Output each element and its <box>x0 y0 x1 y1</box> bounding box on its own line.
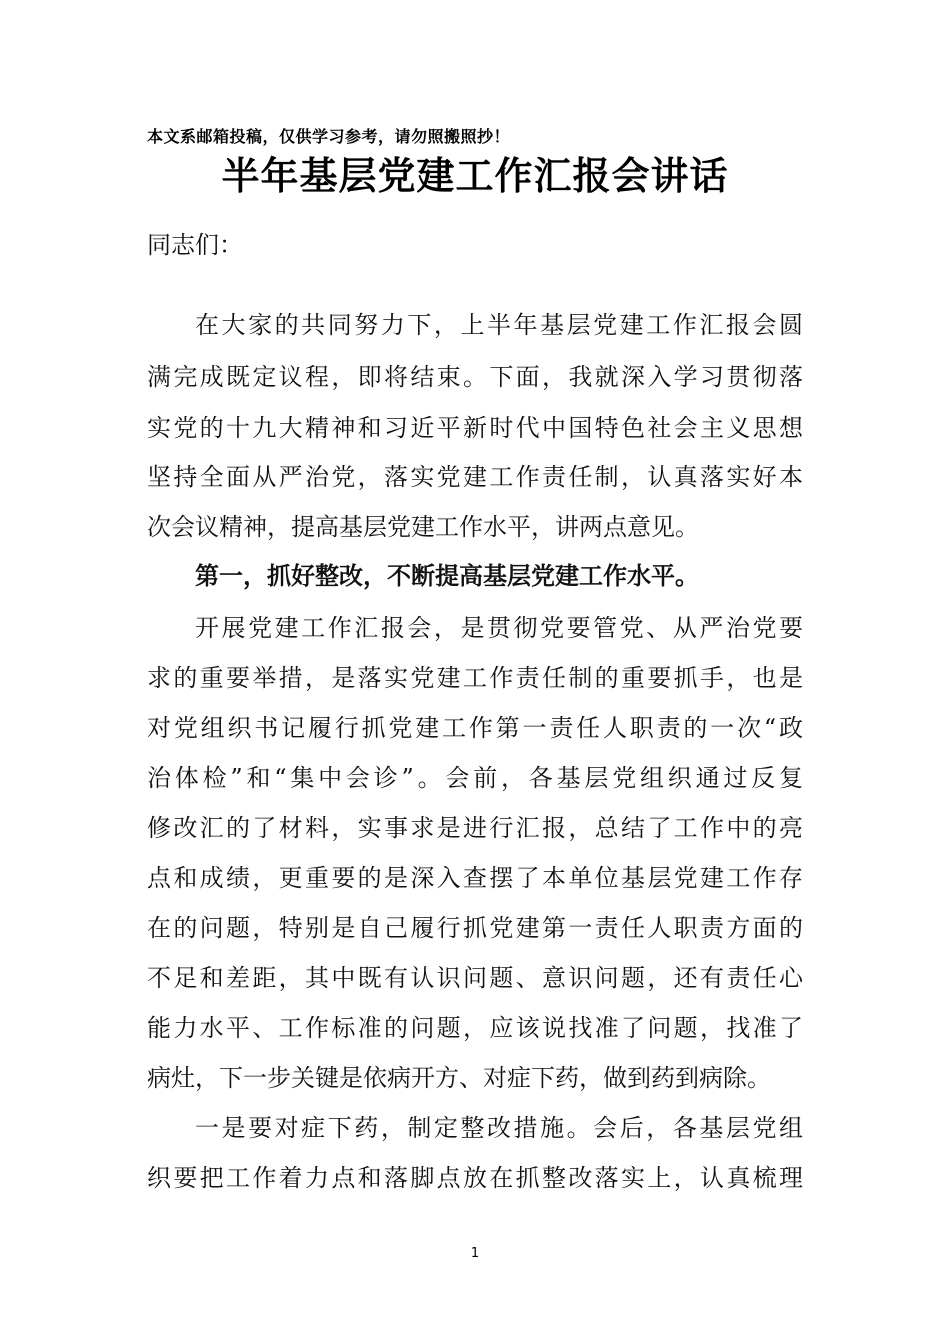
paragraph-3-line-1: 一是要对症下药，制定整改措施。会后，各基层党组 <box>195 1114 803 1142</box>
salutation: 同志们： <box>147 231 243 259</box>
submission-notice: 本文系邮箱投稿，仅供学习参考，请勿照搬照抄！ <box>147 127 511 146</box>
paragraph-2-line-2: 求的重要举措，是落实党建工作责任制的重要抓手，也是 <box>147 664 803 692</box>
document-title: 半年基层党建工作汇报会讲话 <box>221 153 729 198</box>
paragraph-1-line-1: 在大家的共同努力下，上半年基层党建工作汇报会圆 <box>195 311 803 339</box>
paragraph-2-line-3: 对党组织书记履行抓党建工作第一责任人职责的一次“政 <box>147 714 803 742</box>
paragraph-2-line-7: 在的问题，特别是自己履行抓党建第一责任人职责方面的 <box>147 914 803 942</box>
paragraph-2-line-4: 治体检”和“集中会诊”。会前，各基层党组织通过反复 <box>147 764 803 792</box>
paragraph-2-line-5: 修改汇的了材料，实事求是进行汇报，总结了工作中的亮 <box>147 814 803 842</box>
paragraph-3-line-2: 织要把工作着力点和落脚点放在抓整改落实上，认真梳理 <box>147 1164 803 1192</box>
paragraph-2-line-9: 能力水平、工作标准的问题，应该说找准了问题，找准了 <box>147 1014 803 1042</box>
paragraph-2-line-6: 点和成绩，更重要的是深入查摆了本单位基层党建工作存 <box>147 864 803 892</box>
paragraph-2-line-8: 不足和差距，其中既有认识问题、意识问题，还有责任心 <box>147 964 803 992</box>
section-heading-1: 第一，抓好整改，不断提高基层党建工作水平。 <box>195 562 699 590</box>
paragraph-1-line-5: 次会议精神，提高基层党建工作水平，讲两点意见。 <box>147 513 699 541</box>
paragraph-1-line-4: 坚持全面从严治党，落实党建工作责任制，认真落实好本 <box>147 463 803 491</box>
page-number: 1 <box>470 1246 480 1261</box>
paragraph-2-line-10: 病灶，下一步关键是依病开方、对症下药，做到药到病除。 <box>147 1064 771 1092</box>
paragraph-2-line-1: 开展党建工作汇报会，是贯彻党要管党、从严治党要 <box>195 614 803 642</box>
paragraph-1-line-2: 满完成既定议程，即将结束。下面，我就深入学习贯彻落 <box>147 363 803 391</box>
paragraph-1-line-3: 实党的十九大精神和习近平新时代中国特色社会主义思想 <box>147 414 803 442</box>
